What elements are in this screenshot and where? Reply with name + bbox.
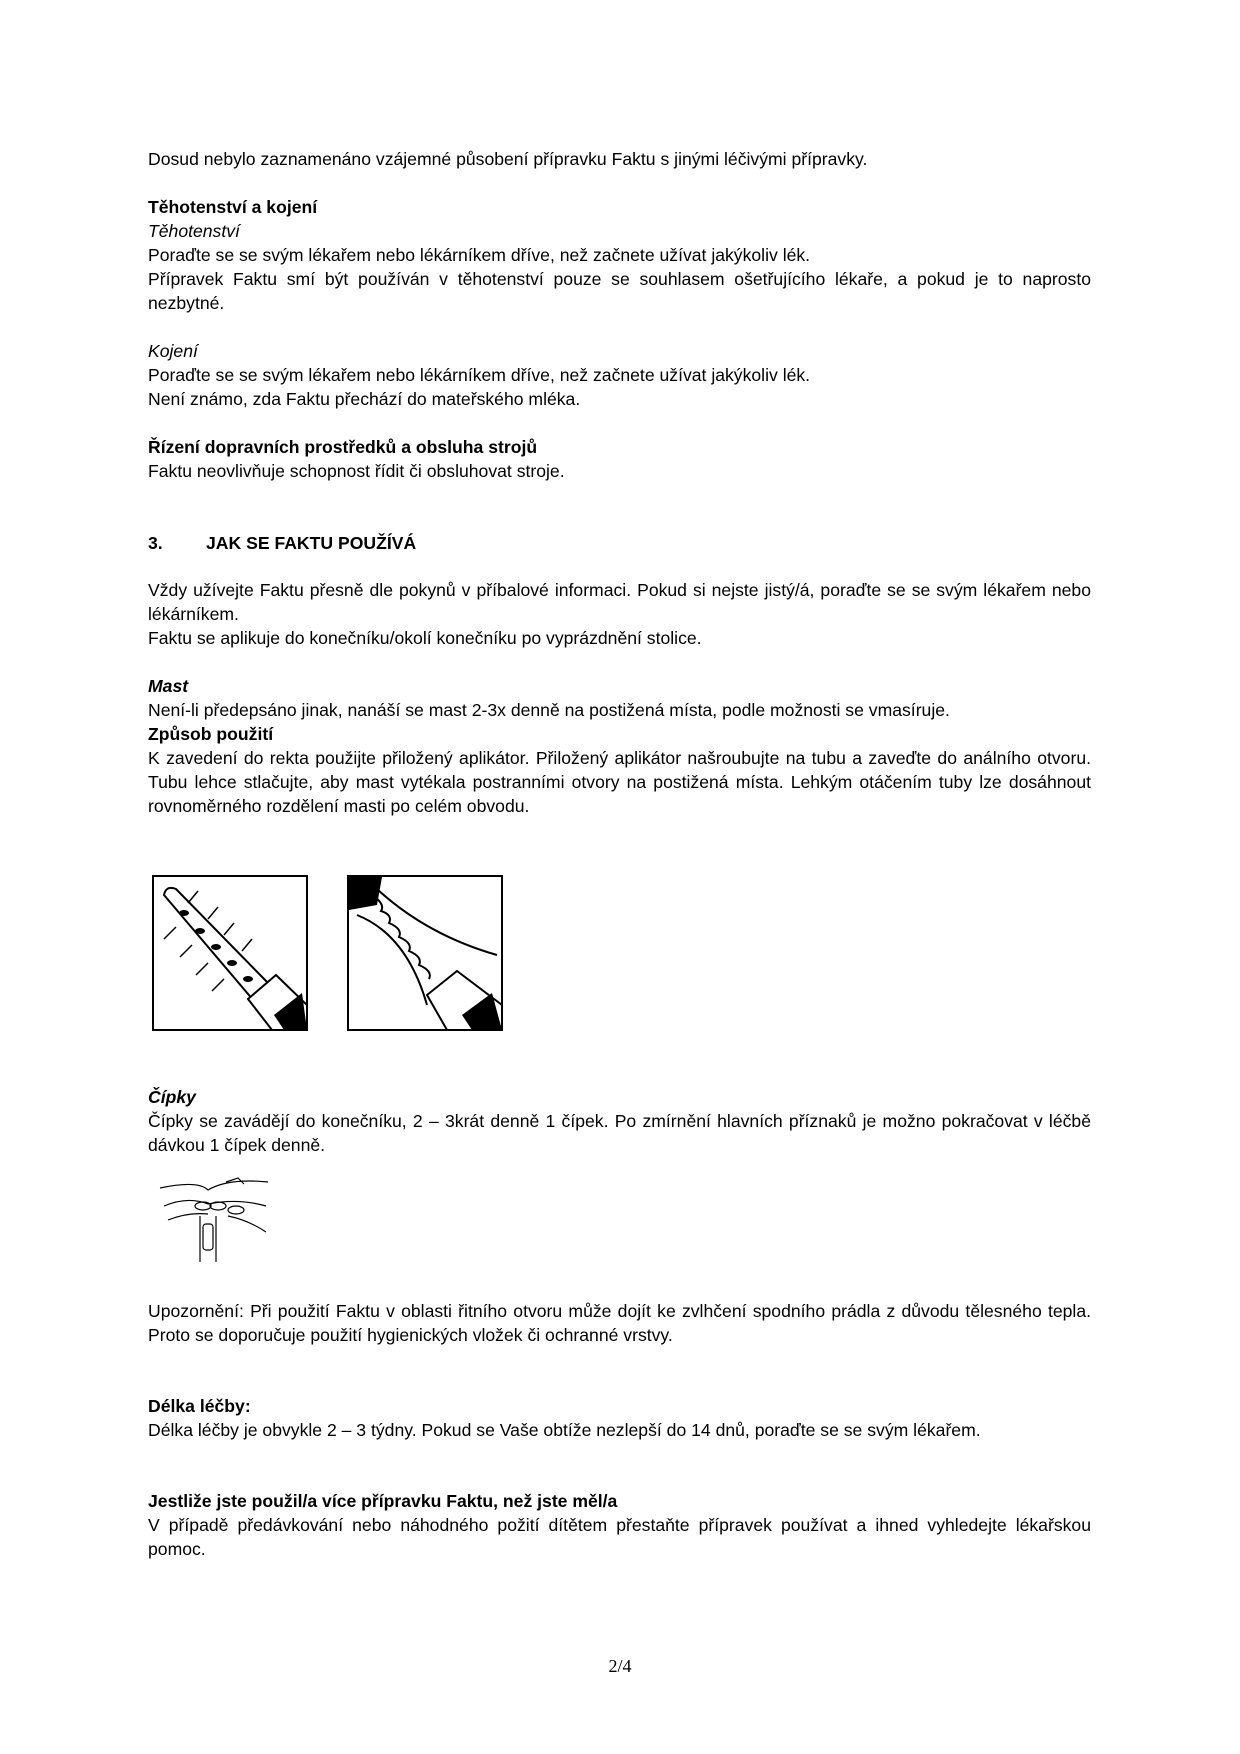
suppository-section: [148, 1085, 1091, 1157]
driving-heading: Řízení dopravních prostředků a obsluha strojů: [148, 437, 538, 457]
warning-text: Upozornění: Při použití Faktu v oblasti řitního otvoru může dojít ke zvlhčení spodního prádla z důvodu tělesného tepla. Proto se doporučuje použití hygienických vložek či ochranné vrstvy.: [148, 1301, 1091, 1345]
driving-text: Faktu neovlivňuje schopnost řídit či obsluhovat stroje.: [148, 461, 565, 481]
breastfeeding-p2: Není známo, zda Faktu přechází do mateřského mléka.: [148, 389, 581, 409]
mast-text: Není-li předepsáno jinak, nanáší se mast 2-3x denně na postižená místa, podle možnosti se vmasíruje.: [148, 700, 950, 720]
driving-section: [148, 435, 1091, 483]
section3-body: [148, 578, 1091, 818]
overdose-section: [148, 1489, 1091, 1561]
applicator-illustration: [152, 875, 308, 1031]
mast-heading: Mast: [148, 676, 189, 696]
interactions-text: Dosud nebylo zaznamenáno vzájemné působení přípravku Faktu s jinými léčivými přípravky.: [148, 149, 868, 169]
section-title: JAK SE FAKTU POUŽÍVÁ: [206, 533, 417, 553]
duration-section: [148, 1394, 1091, 1442]
duration-text: Délka léčby je obvykle 2 – 3 týdny. Pokud se Vaše obtíže nezlepší do 14 dnů, poraďte se se svým lékařem.: [148, 1420, 981, 1440]
section-number: 3.: [148, 533, 163, 553]
breastfeeding-subheading: Kojení: [148, 341, 198, 361]
page-number: 2/4: [608, 1656, 632, 1676]
pregnancy-heading: Těhotenství a kojení: [148, 197, 318, 217]
suppository-heading: Čípky: [148, 1087, 196, 1107]
breastfeeding-p1: Poraďte se se svým lékařem nebo lékárníkem dříve, než začnete užívat jakýkoliv lék.: [148, 365, 811, 385]
section3-heading: [148, 531, 1091, 555]
overdose-heading: Jestliže jste použil/a více přípravku Faktu, než jste měl/a: [148, 1491, 618, 1511]
duration-heading: Délka léčby:: [148, 1396, 251, 1416]
section3-p1: Vždy užívejte Faktu přesně dle pokynů v příbalové informaci. Pokud si nejste jistý/á, poraďte se se svým lékařem nebo lékárníkem.: [148, 580, 1091, 624]
pregnancy-p1: Poraďte se se svým lékařem nebo lékárníkem dříve, než začnete užívat jakýkoliv lék.: [148, 245, 811, 265]
insertion-illustration: [347, 875, 503, 1031]
pregnancy-p2: Přípravek Faktu smí být používán v těhotenství pouze se souhlasem ošetřujícího lékaře, a pokud je to naprosto nezbytné.: [148, 269, 1091, 313]
pregnancy-subheading: Těhotenství: [148, 221, 240, 241]
suppository-illustration: [158, 1176, 270, 1264]
suppository-text: Čípky se zavádějí do konečníku, 2 – 3krát denně 1 čípek. Po zmírnění hlavních příznaků je možno pokračovat v léčbě dávkou 1 čípek denně.: [148, 1111, 1091, 1155]
method-heading: Způsob použití: [148, 724, 274, 744]
overdose-text: V případě předávkování nebo náhodného požití dítětem přestaňte přípravek používat a ihned vyhledejte lékařskou pomoc.: [148, 1515, 1091, 1559]
pregnancy-section: [148, 195, 1091, 411]
method-text: K zavedení do rekta použijte přiložený aplikátor. Přiložený aplikátor našroubujte na tubu a zaveďte do análního otvoru. Tubu lehce stlačujte, aby mast vytékala postranními otvory na postižená místa. Lehkým otáčením tuby lze dosáhnout rovnoměrného rozdělení masti po celém obvodu.: [148, 748, 1091, 816]
section3-p2: Faktu se aplikuje do konečníku/okolí konečníku po vyprázdnění stolice.: [148, 628, 702, 648]
